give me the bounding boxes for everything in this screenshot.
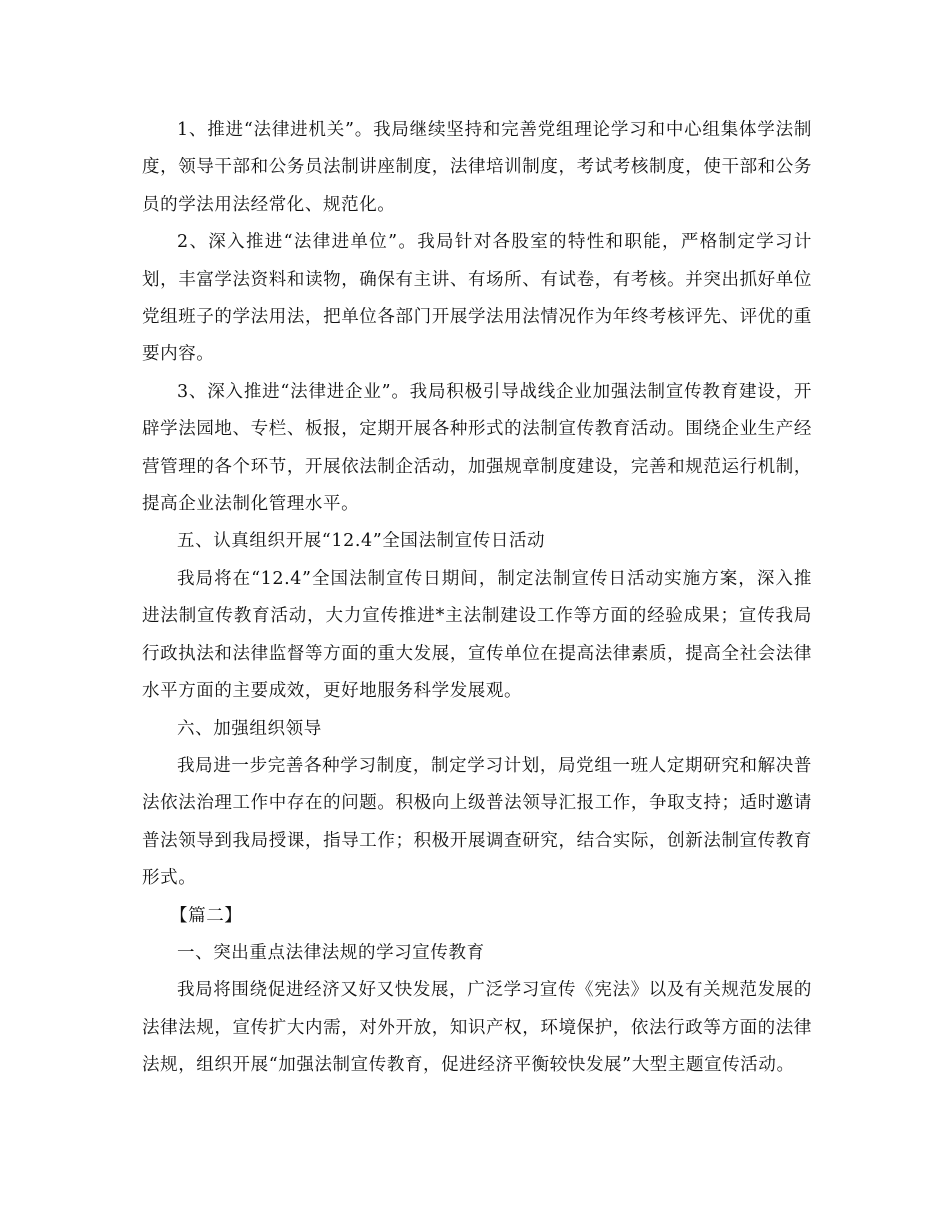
section-heading-one: 一、突出重点法律法规的学习宣传教育 <box>177 942 485 963</box>
section-heading-five: 五、认真组织开展“12.4”全国法制宣传日活动 <box>177 531 546 552</box>
paragraph-key-laws-education: 我局将围绕促进经济又好又快发展，广泛学习宣传《宪法》以及有关规范发展的法律法规，宣传扩大内需，对外开放，知识产权，环境保护，依法行政等方面的法律法规，组织开展“加强法制宣传教育，促进经济平衡较快发展”大型主题宣传活动。 <box>142 980 812 1076</box>
section-heading-six: 六、加强组织领导 <box>177 718 322 739</box>
paragraph-legal-publicity-day: 我局将在“12.4”全国法制宣传日期间，制定法制宣传日活动实施方案，深入推进法制宣传教育活动，大力宣传推进*主法制建设工作等方面的经验成果；宣传我局行政执法和法律监督等方面的重大发展，宣传单位在提高法律素质，提高全社会法律水平方面的主要成效，更好地服务科学发展观。 <box>142 568 812 702</box>
paragraph-organization-leadership: 我局进一步完善各种学习制度，制定学习计划，局党组一班人定期研究和解决普法依法治理工作中存在的问题。积极向上级普法领导汇报工作，争取支持；适时邀请普法领导到我局授课，指导工作；积极开展调查研究，结合实际，创新法制宣传教育形式。 <box>142 755 812 889</box>
paragraph-law-into-enterprises: 3、深入推进“法律进企业”。我局积极引导战线企业加强法制宣传教育建设，开辟学法园地、专栏、板报，定期开展各种形式的法制宣传教育活动。围绕企业生产经营管理的各个环节，开展依法制企活动，加强规章制度建设，完善和规范运行机制，提高企业法制化管理水平。 <box>142 381 812 515</box>
document-body <box>142 112 812 1085</box>
paragraph-law-into-agencies: 1、推进“法律进机关”。我局继续坚持和完善党组理论学习和中心组集体学法制度，领导干部和公务员法制讲座制度，法律培训制度，考试考核制度，使干部和公务员的学法用法经常化、规范化。 <box>142 120 812 215</box>
paragraph-law-into-units: 2、深入推进“法律进单位”。我局针对各股室的特性和职能，严格制定学习计划，丰富学法资料和读物，确保有主讲、有场所、有试卷，有考核。并突出抓好单位党组班子的学法用法，把单位各部门开展学法用法情况作为年终考核评先、评优的重要内容。 <box>142 232 812 365</box>
part-two-marker: 【篇二】 <box>170 905 243 926</box>
